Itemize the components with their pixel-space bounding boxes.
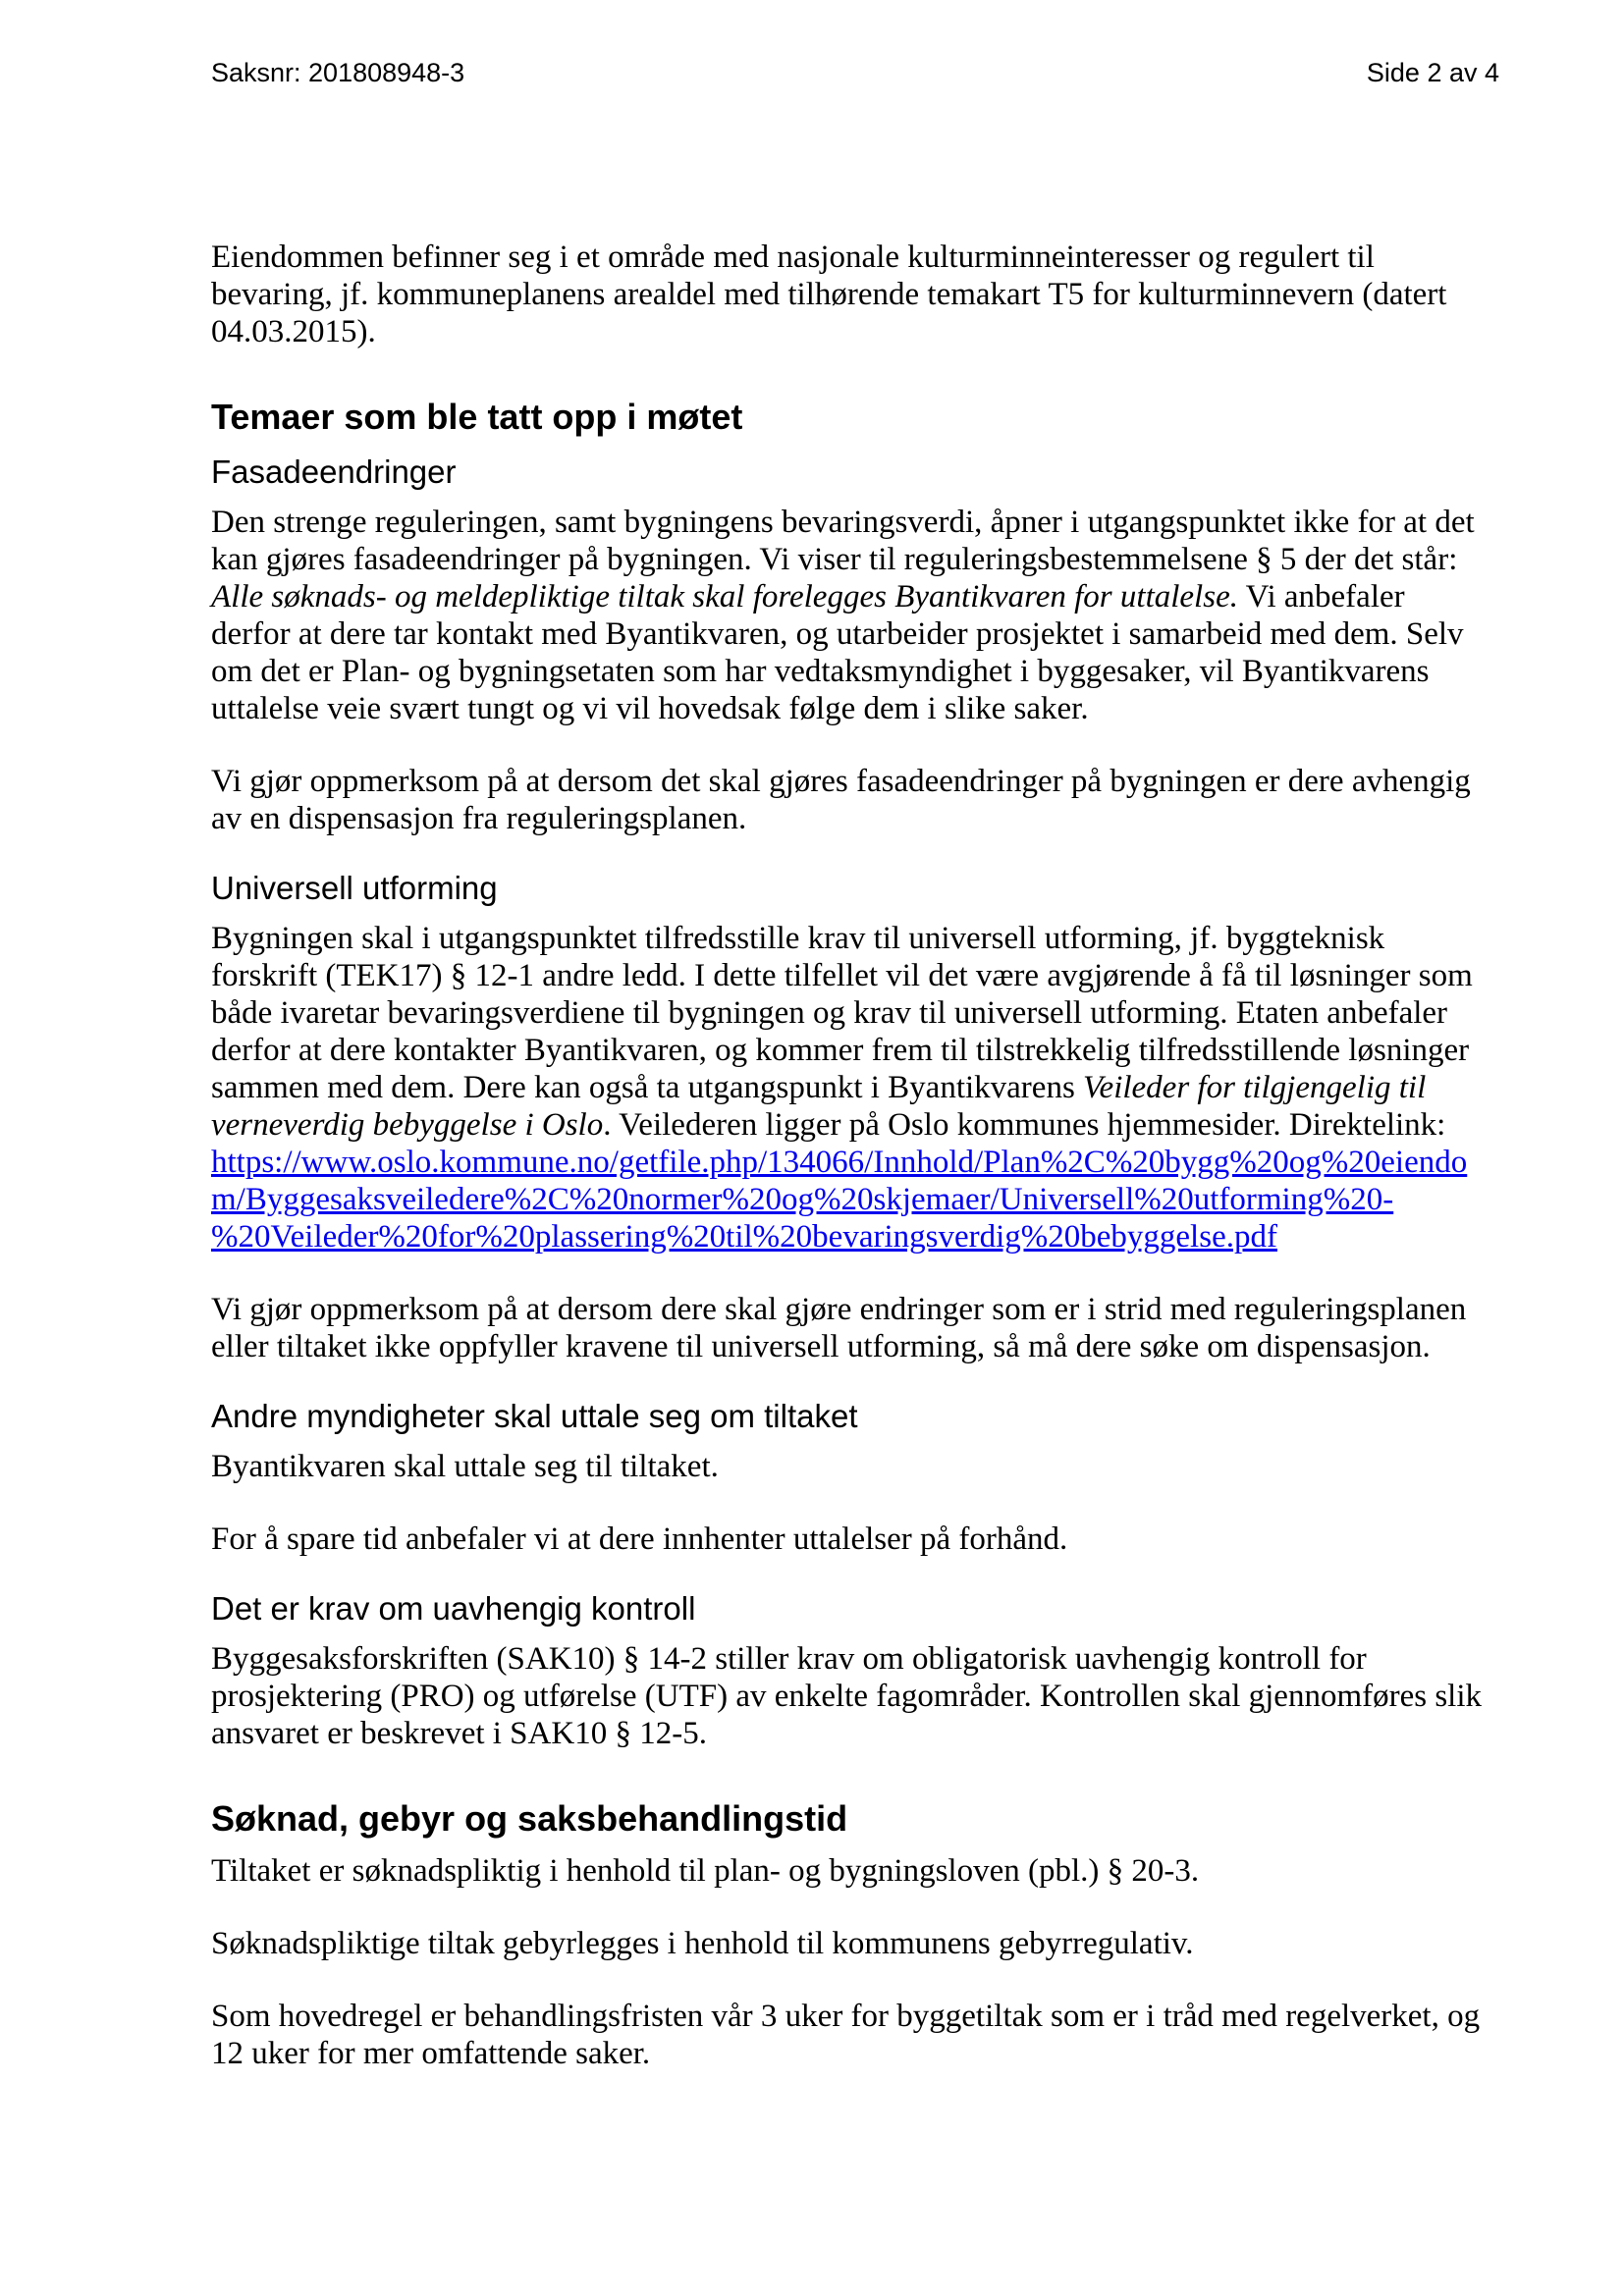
text-run: Vi gjør oppmerksom på at dersom det skal gjøres fasadeendringer på bygningen er dere avhengig av en dispensasjon fra reguleringsplanen. [211, 764, 1471, 836]
document-body [211, 0, 1488, 2072]
paragraph-fasadeendringer-regulering [211, 504, 1488, 727]
text-run: Det er krav om uavhengig kontroll [211, 1590, 696, 1627]
heading-soknad-gebyr [211, 1797, 1488, 1841]
paragraph-universell-dispensasjon [211, 1291, 1488, 1365]
text-run: Søknad, gebyr og saksbehandlingstid [211, 1798, 848, 1839]
text-run: Universell utforming [211, 870, 498, 906]
text-run: Temaer som ble tatt opp i møtet [211, 397, 743, 437]
heading-fasadeendringer [211, 453, 1488, 492]
heading-uavhengig-kontroll [211, 1589, 1488, 1629]
paragraph-spare-tid [211, 1521, 1488, 1558]
heading-universell-utforming [211, 869, 1488, 908]
paragraph-fasadeendringer-dispensasjon [211, 763, 1488, 837]
text-run: Søknadspliktige tiltak gebyrlegges i henhold til kommunens gebyrregulativ. [211, 1926, 1194, 1961]
paragraph-universell-utforming [211, 920, 1488, 1255]
text-run: For å spare tid anbefaler vi at dere innhenter uttalelser på forhånd. [211, 1522, 1068, 1557]
heading-andre-myndigheter [211, 1397, 1488, 1436]
text-run: Byggesaksforskriften (SAK10) § 14-2 stiller krav om obligatorisk uavhengig kontroll for prosjektering (PRO) og utførelse (UTF) av enkelte fagområder. Kontrollen skal gjennomføres slik ansvaret er beskrevet i SAK10 § 12-5. [211, 1641, 1483, 1751]
paragraph-byantikvaren-uttale [211, 1448, 1488, 1485]
heading-temaer-motet [211, 396, 1488, 439]
text-run: Byantikvaren skal uttale seg til tiltaket. [211, 1449, 719, 1484]
paragraph-kulturminne [211, 239, 1488, 350]
text-run: Vi anbefaler derfor at dere tar kontakt med Byantikvaren, og utarbeider prosjektet i samarbeid med dem. Selv om det er Plan- og bygningsetaten som har vedtaksmyndighet i byggesaker, vil Byantikvarens uttalelse veie svært tungt og vi vil hovedsak følge dem i slike saker. [211, 579, 1464, 726]
paragraph-uavhengig-kontroll [211, 1640, 1488, 1752]
document-hyperlink[interactable]: https://www.oslo.kommune.no/getfile.php/134066/Innhold/Plan%2C%20bygg%20og%20eiendom/Byggesaksveiledere%2C%20normer%20og%20skjemaer/Universell%20utforming%20-%20Veileder%20for%20plassering%20til%20bevaringsverdig%20bebyggelse.pdf [211, 1145, 1468, 1255]
italic-text-run: Veileder for tilgjengelig til verneverdig bebyggelse i Oslo [211, 1070, 1427, 1143]
paragraph-soknadspliktig [211, 1852, 1488, 1890]
text-run: Andre myndigheter skal uttale seg om tiltaket [211, 1398, 858, 1434]
paragraph-gebyr [211, 1925, 1488, 1962]
text-run: Eiendommen befinner seg i et område med nasjonale kulturminneinteresser og regulert til bevaring, jf. kommuneplanens arealdel med tilhørende temakart T5 for kulturminnevern (datert 04.03.2015). [211, 240, 1447, 349]
text-run: Bygningen skal i utgangspunktet tilfredsstille krav til universell utforming, jf. byggteknisk forskrift (TEK17) § 12-1 andre ledd. I dette tilfellet vil det være avgjørende å få til løsninger som både ivaretar bevaringsverdiene til bygningen og krav til universell utforming. Etaten anbefaler derfor at dere kontakter Byantikvaren, og kommer frem til tilstrekkelig tilfredsstillende løsninger sammen med dem. Dere kan også ta utgangspunkt i Byantikvarens [211, 921, 1473, 1105]
page-number: Side 2 av 4 [1366, 58, 1499, 87]
text-run: Tiltaket er søknadspliktig i henhold til plan- og bygningsloven (pbl.) § 20-3. [211, 1853, 1200, 1889]
text-run: Den strenge reguleringen, samt bygningens bevaringsverdi, åpner i utgangspunktet ikke for at det kan gjøres fasadeendringer på bygningen. Vi viser til reguleringsbestemmelsene § 5 der det står: [211, 505, 1475, 577]
text-run: Vi gjør oppmerksom på at dersom dere skal gjøre endringer som er i strid med reguleringsplanen eller tiltaket ikke oppfyller kravene til universell utforming, så må dere søke om dispensasjon. [211, 1292, 1467, 1364]
case-number: Saksnr: 201808948-3 [211, 58, 465, 87]
italic-text-run: Alle søknads- og meldepliktige tiltak skal forelegges Byantikvaren for uttalelse. [211, 579, 1238, 614]
paragraph-behandlingsfrist [211, 1998, 1488, 2072]
text-run: Som hovedregel er behandlingsfristen vår 3 uker for byggetiltak som er i tråd med regelverket, og 12 uker for mer omfattende saker. [211, 1999, 1481, 2071]
text-run: Fasadeendringer [211, 454, 457, 490]
text-run: . Veilederen ligger på Oslo kommunes hjemmesider. Direktelink: [603, 1107, 1446, 1143]
